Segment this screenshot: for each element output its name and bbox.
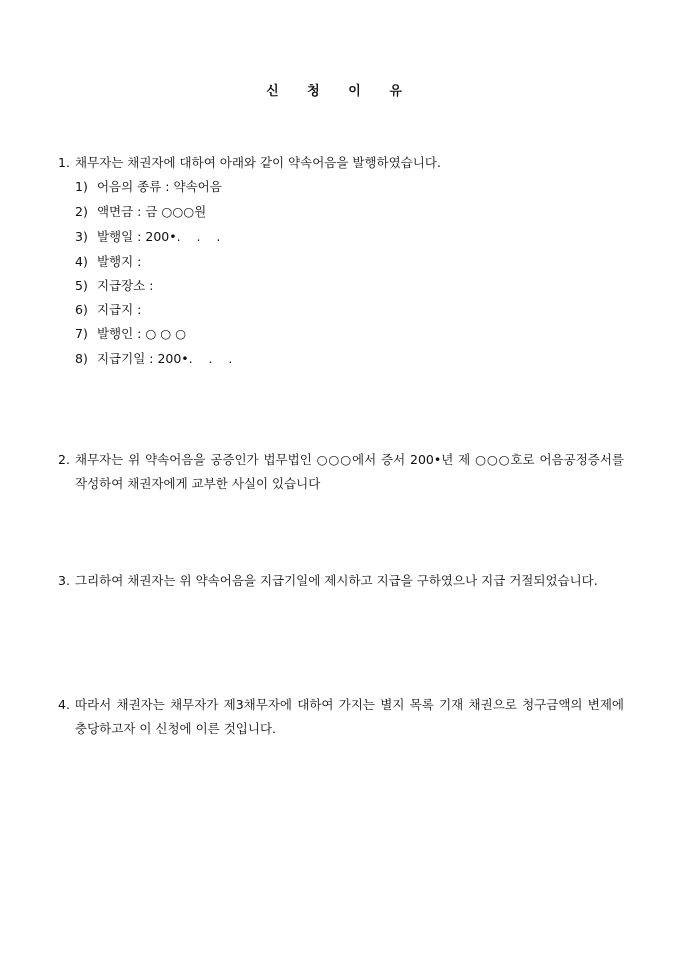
section-number: 3. bbox=[58, 573, 70, 588]
item-text: 어음의 종류 : 약속어음 bbox=[96, 179, 222, 194]
list-item bbox=[75, 324, 186, 344]
item-text: 발행지 : bbox=[96, 254, 142, 269]
section-2 bbox=[58, 448, 624, 496]
section-text: 따라서 채권자는 채무자가 제3채무자에 대하여 가지는 별지 목록 기재 채권으로 청구금액의 변제에 충당하고자 이 신청에 이른 것입니다. bbox=[75, 697, 624, 736]
list-item bbox=[75, 349, 232, 369]
list-item bbox=[75, 202, 206, 222]
item-number: 2) bbox=[75, 204, 88, 219]
item-text: 발행일 : 200•. . . bbox=[96, 229, 221, 244]
list-item bbox=[75, 276, 153, 296]
document-title: 신 청 이 유 bbox=[266, 84, 414, 99]
list-item bbox=[75, 227, 220, 247]
section-number: 2. bbox=[58, 452, 70, 467]
item-number: 1) bbox=[75, 179, 88, 194]
section-1 bbox=[58, 151, 624, 175]
item-text: 발행인 : ○ ○ ○ bbox=[96, 326, 187, 341]
item-number: 3) bbox=[75, 229, 88, 244]
item-number: 4) bbox=[75, 254, 88, 269]
section-4 bbox=[58, 693, 624, 741]
section-text: 채무자는 위 약속어음을 공증인가 법무법인 ○○○에서 증서 200•년 제 ○○○호로 어음공정증서를 작성하여 채권자에게 교부한 사실이 있습니다 bbox=[75, 452, 624, 491]
section-text: 그리하여 채권자는 위 약속어음을 지급기일에 제시하고 지급을 구하였으나 지급 거절되었습니다. bbox=[75, 573, 598, 588]
list-item bbox=[75, 252, 141, 272]
section-number: 1. bbox=[58, 155, 70, 170]
section-number: 4. bbox=[58, 697, 70, 712]
item-text: 액면금 : 금 ○○○원 bbox=[96, 204, 207, 219]
item-number: 6) bbox=[75, 302, 88, 317]
list-item bbox=[75, 300, 141, 320]
item-text: 지급기일 : 200•. . . bbox=[96, 351, 233, 366]
item-text: 지급지 : bbox=[96, 302, 142, 317]
item-number: 8) bbox=[75, 351, 88, 366]
section-3 bbox=[58, 569, 624, 593]
list-item bbox=[75, 177, 222, 197]
section-text: 채무자는 채권자에 대하여 아래와 같이 약속어음을 발행하였습니다. bbox=[75, 155, 441, 170]
item-text: 지급장소 : bbox=[96, 278, 154, 293]
item-number: 5) bbox=[75, 278, 88, 293]
item-number: 7) bbox=[75, 326, 88, 341]
